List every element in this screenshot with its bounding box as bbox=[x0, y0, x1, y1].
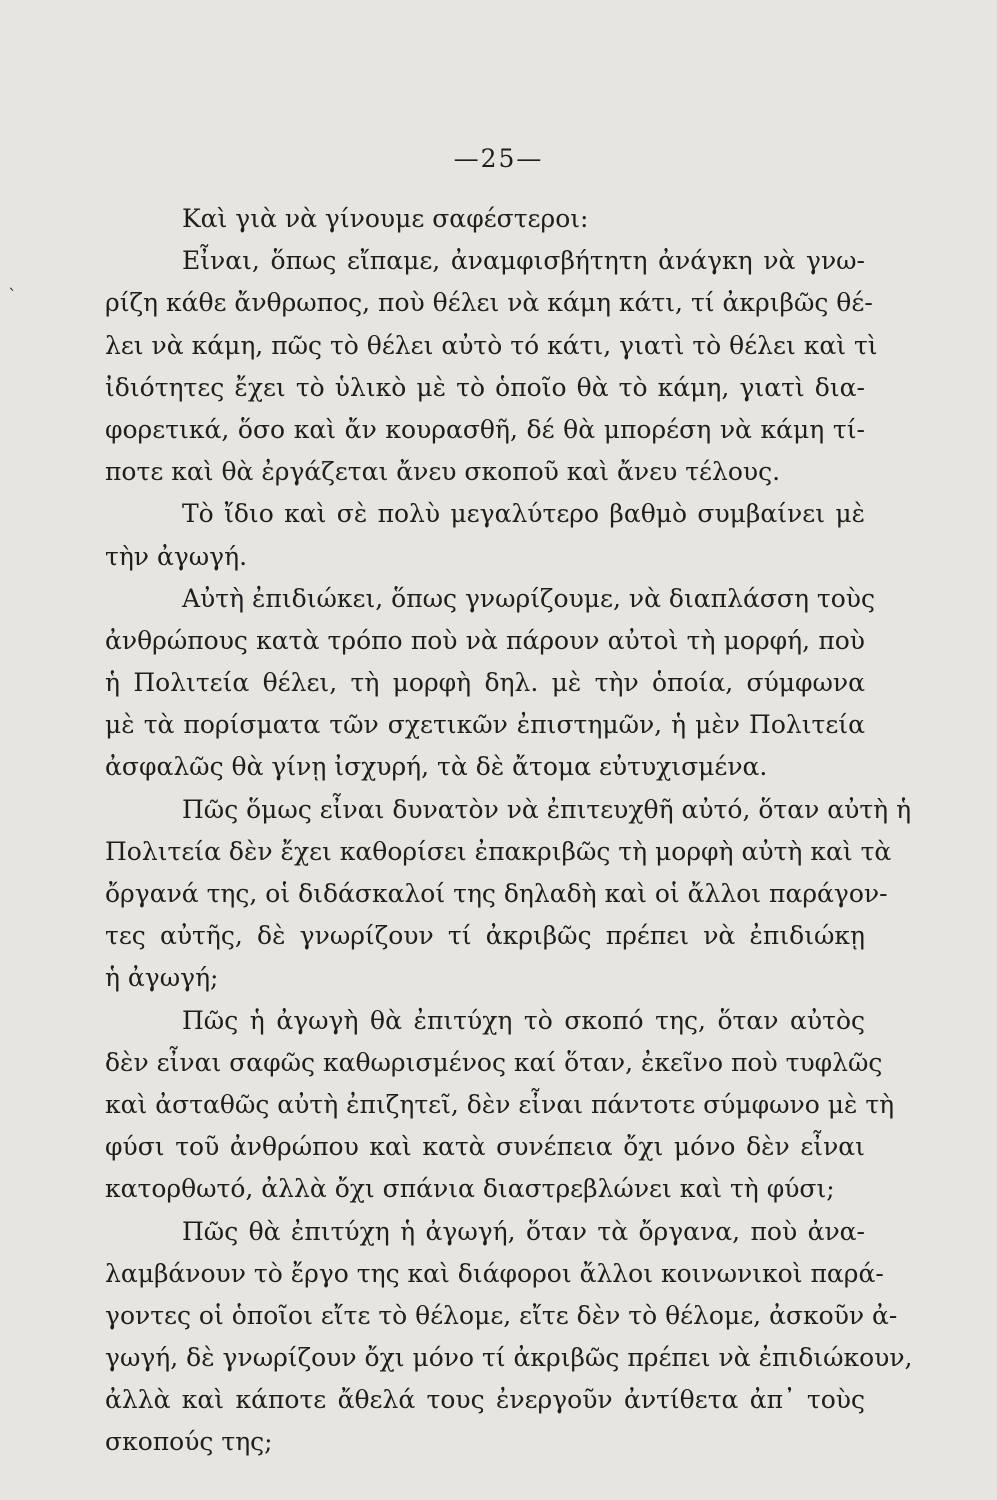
page-number: —25— bbox=[453, 144, 544, 173]
text-line: ὄργανά της, οἱ διδάσκαλοί της δηλαδὴ καὶ οἱ ἄλλοι παράγον- bbox=[105, 879, 888, 908]
text-line: λαμβάνουν τὸ ἔργο της καὶ διάφοροι ἄλλοι κοινωνικοὶ παρά- bbox=[105, 1258, 884, 1288]
text-line: ρίζη κάθε ἄνθρωπος, ποὺ θέλει νὰ κάμη κάτι, τί ἀκριβῶς θέ- bbox=[105, 288, 873, 318]
text-line: μὲ τὰ πορίσματα τῶν σχετικῶν ἐπιστημῶν, ἡ μὲν Πολιτεία bbox=[105, 710, 865, 740]
text-line: ἀσφαλῶς θὰ γίνῃ ἰσχυρή, τὰ δὲ ἄτομα εὐτυχισμένα. bbox=[105, 752, 768, 782]
margin-mark: ` bbox=[8, 286, 17, 307]
text-line: Πῶς ὅμως εἶναι δυνατὸν νὰ ἐπιτευχθῆ αὐτό, ὅταν αὐτὴ ἡ bbox=[182, 794, 912, 824]
text-line: φορετικά, ὅσο καὶ ἄν κουρασθῆ, δέ θὰ μπορέση νὰ κάμη τί- bbox=[105, 414, 865, 444]
text-line: ἰδιότητες ἔχει τὸ ὑλικὸ μὲ τὸ ὁποῖο θὰ τὸ κάμη, γιατὶ δια- bbox=[105, 372, 865, 402]
text-line: Πολιτεία δὲν ἔχει καθορίσει ἐπακριβῶς τὴ μορφὴ αὐτὴ καὶ τὰ bbox=[105, 836, 892, 866]
text-line: Καὶ γιὰ νὰ γίνουμε σαφέστεροι: bbox=[182, 204, 589, 233]
text-line: φύσι τοῦ ἀνθρώπου καὶ κατὰ συνέπεια ὄχι μόνο δὲν εἶναι bbox=[105, 1132, 865, 1162]
text-line: γωγή, δὲ γνωρίζουν ὄχι μόνο τί ἀκριβῶς πρέπει νὰ ἐπιδιώκουν, bbox=[105, 1343, 913, 1373]
text-line: δὲν εἶναι σαφῶς καθωρισμένος καί ὅταν, ἐκεῖνο ποὺ τυφλῶς bbox=[105, 1047, 883, 1077]
text-line: σκοπούς της; bbox=[105, 1427, 273, 1457]
text-line: ποτε καὶ θὰ ἐργάζεται ἄνευ σκοποῦ καὶ ἄνευ τέλους. bbox=[105, 457, 781, 487]
text-line: Πῶς θὰ ἐπιτύχη ἡ ἀγωγή, ὅταν τὰ ὄργανα, ποὺ ἀνα- bbox=[182, 1216, 865, 1246]
text-line: καὶ ἀσταθῶς αὐτὴ ἐπιζητεῖ, δὲν εἶναι πάντοτε σύμφωνο μὲ τὴ bbox=[105, 1089, 895, 1119]
text-line: Αὐτὴ ἐπιδιώκει, ὅπως γνωρίζουμε, νὰ διαπλάσση τοὺς bbox=[182, 583, 875, 613]
text-line: λει νὰ κάμη, πῶς τὸ θέλει αὐτὸ τό κάτι, γιατὶ τὸ θέλει καὶ τὶ bbox=[105, 330, 878, 360]
text-line: κατορθωτό, ἀλλὰ ὄχι σπάνια διαστρεβλώνει καὶ τὴ φύσι; bbox=[105, 1174, 835, 1204]
text-line: τὴν ἀγωγή. bbox=[105, 541, 248, 571]
text-line: ἀνθρώπους κατὰ τρόπο ποὺ νὰ πάρουν αὐτοὶ τὴ μορφή, ποὺ bbox=[105, 625, 865, 655]
body-text bbox=[105, 198, 913, 1464]
text-line: Πῶς ἡ ἀγωγὴ θὰ ἐπιτύχη τὸ σκοπό της, ὅταν αὐτὸς bbox=[182, 1005, 865, 1035]
text-line: Εἶναι, ὅπως εἴπαμε, ἀναμφισβήτητη ἀνάγκη νὰ γνω- bbox=[182, 246, 865, 276]
text-line: Τὸ ἴδιο καὶ σὲ πολὺ μεγαλύτερο βαθμὸ συμβαίνει μὲ bbox=[182, 499, 865, 529]
text-line: ἡ Πολιτεία θέλει, τὴ μορφὴ δηλ. μὲ τὴν ὁποία, σύμφωνα bbox=[105, 668, 865, 698]
text-line: γοντες οἱ ὁποῖοι εἴτε τὸ θέλομε, εἴτε δὲν τὸ θέλομε, ἀσκοῦν ἀ- bbox=[105, 1300, 898, 1330]
text-line: ἡ ἀγωγή; bbox=[105, 963, 219, 993]
text-line: τες αὐτῆς, δὲ γνωρίζουν τί ἀκριβῶς πρέπει νὰ ἐπιδιώκῃ bbox=[105, 921, 865, 951]
text-line: ἀλλὰ καὶ κάποτε ἄθελά τους ἐνεργοῦν ἀντίθετα ἀπ᾽ τοὺς bbox=[105, 1385, 865, 1415]
